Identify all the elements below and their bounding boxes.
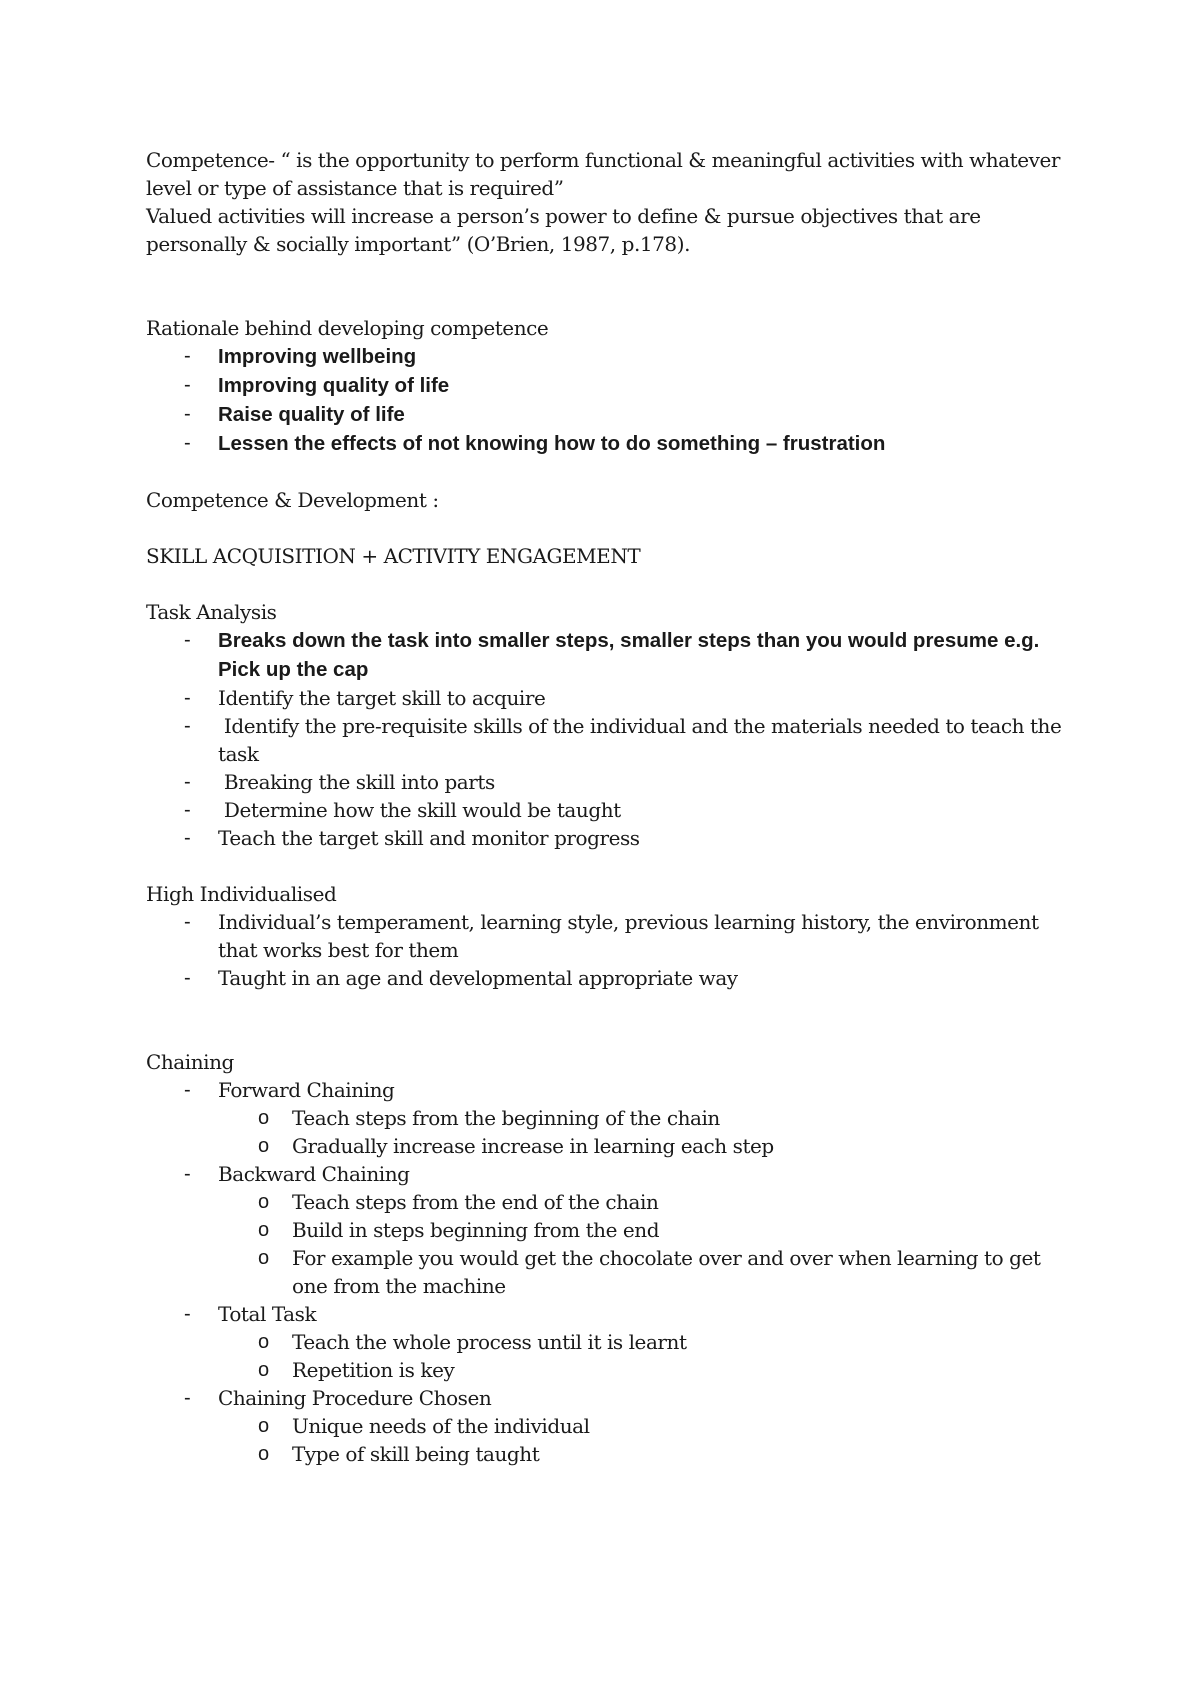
list-item: o Teach the whole process until it is learnt: [258, 1330, 687, 1354]
list-item: - Raise quality of life: [146, 400, 1076, 429]
rationale-heading: Rationale behind developing competence: [146, 316, 549, 340]
document-body: [146, 146, 1076, 1468]
chaining-list: [146, 1300, 1076, 1328]
list-item: - Identify the target skill to acquire: [184, 686, 546, 710]
list-item: - Total Task: [184, 1302, 317, 1326]
list-item: - Taught in an age and developmental appropriate way: [184, 966, 738, 990]
dash-bullet: -: [184, 911, 191, 933]
list-item: - Identify the pre-requisite skills of the individual and the materials needed to teach the task: [184, 714, 1068, 766]
list-item: - Determine how the skill would be taught: [184, 798, 621, 822]
list-item: - Improving wellbeing: [146, 342, 1076, 371]
circle-bullet: o: [258, 1219, 269, 1241]
rationale-list: [146, 342, 1076, 458]
list-item: o Type of skill being taught: [258, 1442, 540, 1466]
circle-bullet: o: [258, 1415, 269, 1437]
dash-bullet: -: [184, 827, 191, 849]
chaining-list: [146, 1160, 1076, 1188]
dash-bullet: -: [184, 967, 191, 989]
list-item: - Improving quality of life: [146, 371, 1076, 400]
chaining-list: [146, 1076, 1076, 1104]
list-item: - Teach the target skill and monitor progress: [184, 826, 640, 850]
competence-development-heading: Competence & Development :: [146, 488, 439, 512]
list-item: - Breaks down the task into smaller steps, smaller steps than you would presume e.g. Pick up the cap: [146, 626, 1076, 684]
list-item: o Gradually increase increase in learning each step: [258, 1134, 774, 1158]
circle-bullet: o: [258, 1443, 269, 1465]
spacer: [146, 514, 1076, 542]
backward-chaining-sublist: [146, 1188, 1076, 1300]
skill-formula: SKILL ACQUISITION + ACTIVITY ENGAGEMENT: [146, 544, 641, 568]
list-item: - Individual’s temperament, learning style, previous learning history, the environment that works best for them: [184, 910, 1039, 962]
list-item: o Teach steps from the end of the chain: [258, 1190, 659, 1214]
chaining-list: [146, 1384, 1076, 1412]
dash-bullet: -: [184, 1303, 191, 1325]
dash-bullet: -: [184, 1163, 191, 1185]
list-item: o For example you would get the chocolate over and over when learning to get one from the machine: [258, 1246, 1041, 1298]
dash-bullet: -: [184, 687, 191, 709]
spacer: [146, 458, 1076, 486]
circle-bullet: o: [258, 1191, 269, 1213]
dash-bullet: -: [184, 1387, 191, 1409]
list-item: o Build in steps beginning from the end: [258, 1218, 660, 1242]
high-individualised-list: [146, 908, 1076, 992]
circle-bullet: o: [258, 1107, 269, 1129]
chaining-heading: Chaining: [146, 1050, 234, 1074]
dash-bullet: -: [184, 374, 191, 396]
circle-bullet: o: [258, 1331, 269, 1353]
list-item: - Lessen the effects of not knowing how to do something – frustration: [146, 429, 1076, 458]
dash-bullet: -: [184, 799, 191, 821]
task-analysis-heading: Task Analysis: [146, 600, 277, 624]
high-individualised-heading: High Individualised: [146, 882, 337, 906]
dash-bullet: -: [184, 1079, 191, 1101]
list-item: - Chaining Procedure Chosen: [184, 1386, 492, 1410]
dash-bullet: -: [184, 432, 191, 454]
dash-bullet: -: [184, 403, 191, 425]
list-item: - Backward Chaining: [184, 1162, 410, 1186]
forward-chaining-sublist: [146, 1104, 1076, 1160]
competence-definition: Competence- “ is the opportunity to perform functional & meaningful activities with whatever level or type of assistance that is required”: [146, 148, 1060, 200]
dash-bullet: -: [184, 715, 191, 737]
list-item: o Teach steps from the beginning of the chain: [258, 1106, 720, 1130]
dash-bullet: -: [184, 345, 191, 367]
valued-activities-quote: Valued activities will increase a person’s power to define & pursue objectives that are personally & socially important” (O’Brien, 1987, p.178).: [146, 204, 981, 256]
spacer: [146, 258, 1076, 314]
list-item: - Forward Chaining: [184, 1078, 395, 1102]
circle-bullet: o: [258, 1135, 269, 1157]
procedure-chosen-sublist: [146, 1412, 1076, 1468]
spacer: [146, 570, 1076, 598]
dash-bullet: -: [184, 771, 191, 793]
list-item: o Repetition is key: [258, 1358, 455, 1382]
list-item: o Unique needs of the individual: [258, 1414, 590, 1438]
circle-bullet: o: [258, 1247, 269, 1269]
spacer: [146, 992, 1076, 1048]
dash-bullet: -: [184, 629, 191, 651]
spacer: [146, 852, 1076, 880]
total-task-sublist: [146, 1328, 1076, 1384]
circle-bullet: o: [258, 1359, 269, 1381]
list-item: - Breaking the skill into parts: [184, 770, 495, 794]
task-analysis-list: [146, 626, 1076, 852]
